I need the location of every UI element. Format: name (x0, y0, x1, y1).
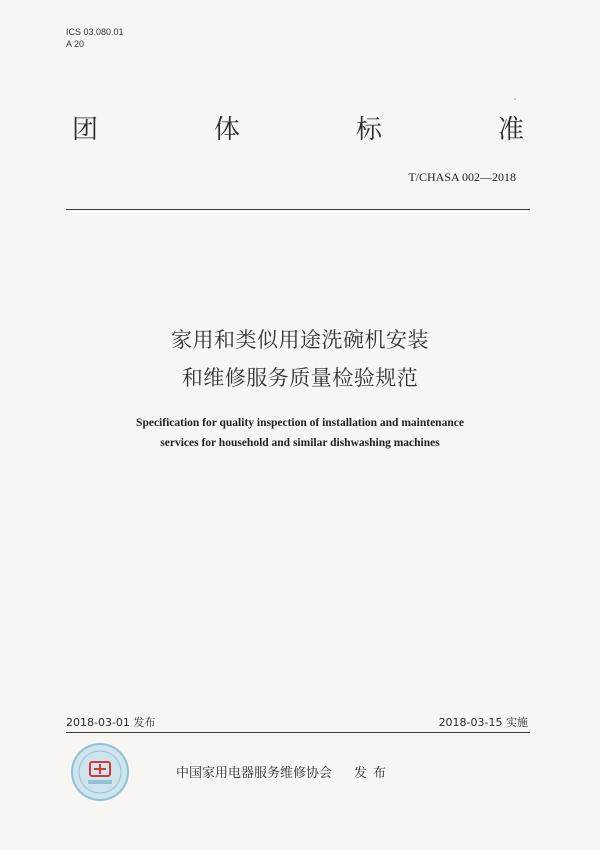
classification-codes (66, 26, 124, 50)
publish-date: 2018-03-01 发布 (66, 716, 156, 729)
footer-divider (66, 732, 530, 733)
publisher-name: 中国家用电器服务维修协会 (176, 766, 333, 781)
ics-code: ICS 03.080.01 (66, 27, 124, 37)
english-title-line-2: services for household and similar dishwashing machines (160, 437, 440, 449)
chinese-title-line-1: 家用和类似用途洗碗机安装 (171, 328, 429, 352)
ccs-code: A 20 (66, 39, 85, 49)
standard-type-char: 团 (72, 115, 99, 145)
publisher-line (176, 762, 392, 781)
header-divider (66, 209, 530, 210)
implementation-date: 2018-03-15 实施 (438, 716, 528, 729)
chinese-title-line-2: 和维修服务质量检验规范 (181, 366, 419, 390)
association-seal-icon (70, 742, 130, 802)
scan-speck (514, 98, 516, 100)
publisher-action: 发布 (354, 766, 393, 781)
standard-type-char: 准 (497, 115, 524, 145)
standard-code: T/CHASA 002—2018 (408, 170, 516, 184)
english-title-line-1: Specification for quality inspection of installation and maintenance (136, 417, 464, 429)
standard-type-char: 体 (213, 115, 240, 145)
standard-type-char: 标 (355, 115, 382, 145)
standard-type-heading (72, 112, 524, 148)
